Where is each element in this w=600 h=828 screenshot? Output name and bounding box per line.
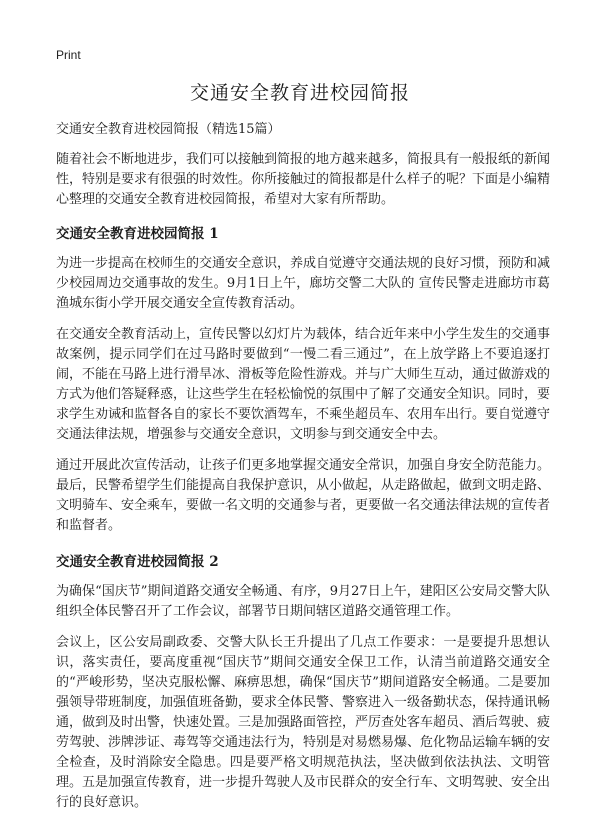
article-body (56, 120, 550, 824)
section-2-paragraph-1: 为确保“国庆节”期间道路交通安全畅通、有序，9月27日上午，建阳区公安局交警大队组织全体民警召开了工作会议，部署节日期间辖区道路交通管理工作。 (56, 584, 550, 619)
section-1-paragraph-1: 为进一步提高在校师生的交通安全意识，养成自觉遵守交通法规的良好习惯，预防和减少校园周边交通事故的发生。9月1日上午，廊坊交警二大队的 宣传民警走进廊坊市葛渔城东街小学开展交通安全宣传教育活动。 (56, 256, 551, 311)
section-2-paragraph-2: 会议上，区公安局副政委、交警大队长王升提出了几点工作要求：一是要提升思想认识，落实责任，要高度重视“国庆节”期间交通安全保卫工作，认清当前道路交通安全的“严峻形势，坚决克服松懈、麻痹思想，确保“国庆节”期间道路安全畅通。二是要加强领导带班制度，加强值班备勤，要求全体民警、警察进入一级备勤状态，保持通讯畅通，做到及时出警，快速处置。三是加强路面管控，严厉查处客车超员、酒后驾驶、疲劳驾驶、涉牌涉证、毒驾等交通违法行为，特别是对易燃易爆、危化物品运输车辆的安全检查，及时消除安全隐患。四是要严格文明规范执法，坚决做到依法执法、文明管理。五是加强宣传教育，进一步提升驾驶人及市民群众的安全行车、文明驾驶、安全出行的良好意识。 (56, 635, 551, 810)
article-subtitle: 交通安全教育进校园简报（精选15篇） (56, 122, 281, 137)
page-title: 交通安全教育进校园简报 (189, 82, 410, 104)
section-1-paragraph-3: 通过开展此次宣传活动，让孩子们更多地掌握交通安全常识，加强自身安全防范能力。最后，民警希望学生们能提高自我保护意识，从小做起，从走路做起，做到文明走路、文明骑车、安全乘车，要做一名文明的交通参与者，更要做一名交通法律法规的宣传者和监督者。 (56, 458, 551, 533)
print-link[interactable]: Print (56, 48, 81, 62)
section-heading-2: 交通安全教育进校园简报 2 (56, 554, 219, 570)
section-1-paragraph-2: 在交通安全教育活动上，宣传民警以幻灯片为载体，结合近年来中小学生发生的交通事故案例，提示同学们在过马路时要做到“一慢二看三通过”，在上放学路上不要追逐打闹，不能在马路上进行滑旱冰、滑板等危险性游戏。并与广大师生互动，通过做游戏的方式为他们答疑释惑，让这些学生在轻松愉悦的氛围中了解了交通安全知识。同时，要求学生劝诫和监督各自的家长不要饮酒驾车，不乘坐超员车、农用车出行。要自觉遵守交通法律法规，增强参与交通安全意识，文明参与到交通安全中去。 (56, 327, 551, 442)
section-heading-1: 交通安全教育进校园简报 1 (56, 226, 219, 242)
intro-paragraph: 随着社会不断地进步，我们可以接触到简报的地方越来越多，简报具有一般报纸的新闻性，特别是要求有很强的时效性。你所接触过的简报都是什么样子的呢？下面是小编精心整理的交通安全教育进校园简报，希望对大家有所帮助。 (56, 152, 551, 207)
